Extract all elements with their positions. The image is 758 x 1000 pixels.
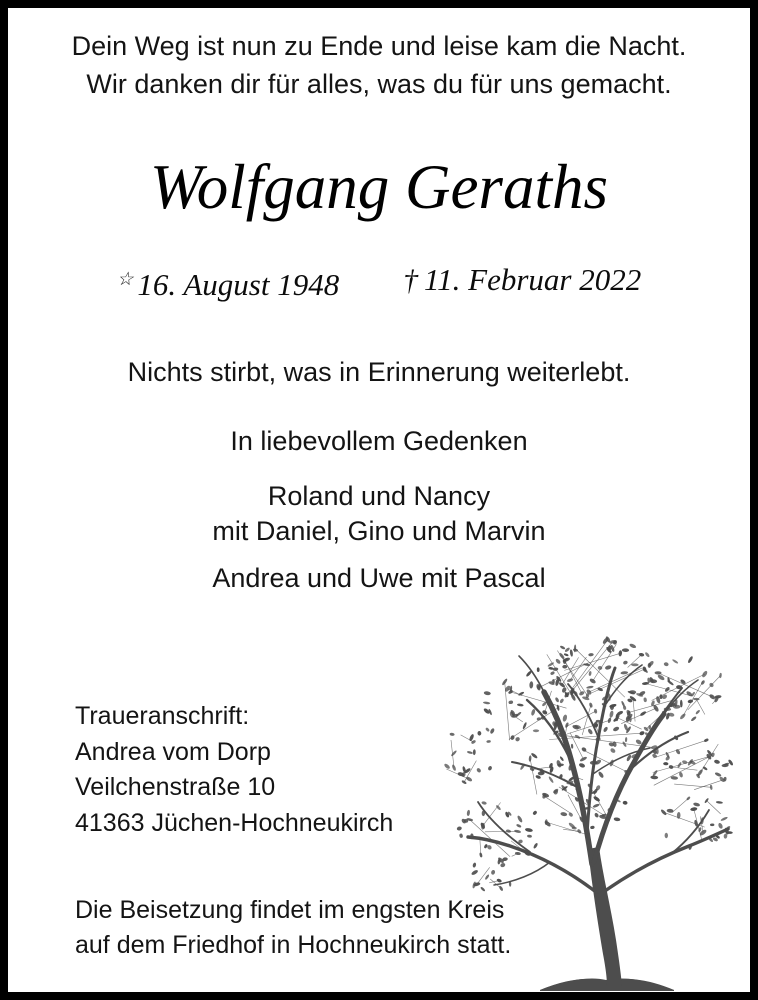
mourner-line: mit Daniel, Gino und Marvin	[212, 516, 546, 546]
birth-date	[117, 258, 339, 307]
opening-verse	[0, 27, 758, 103]
mourner-line: Roland und Nancy	[267, 481, 491, 511]
birth-star-icon: ☆	[116, 269, 134, 290]
tree-illustration	[440, 624, 746, 992]
death-date	[403, 258, 641, 307]
verse-line-1: Dein Weg ist nun zu Ende und leise kam die Nacht.	[71, 31, 687, 61]
life-dates	[0, 258, 758, 307]
address-line: Veilchenstraße 10	[75, 773, 276, 801]
death-date-text: 11. Februar 2022	[423, 262, 642, 297]
memorial-intro: In liebevollem Gedenken	[230, 426, 528, 456]
mourning-address	[75, 699, 393, 841]
tree-icon	[440, 624, 746, 992]
epitaph-line: Nichts stirbt, was in Erinnerung weiterlebt.	[127, 357, 631, 387]
address-line: Andrea vom Dorp	[75, 737, 271, 766]
address-label: Traueranschrift:	[75, 702, 250, 730]
deceased-name: Wolfgang Geraths	[150, 152, 608, 222]
mourners-group-2	[0, 563, 758, 594]
address-line: 41363 Jüchen-Hochneukirch	[75, 808, 394, 837]
verse-line-2: Wir danken dir für alles, was du für uns gemacht.	[86, 69, 672, 99]
mourner-line: Andrea und Uwe mit Pascal	[212, 563, 546, 593]
mourners-group-1	[0, 479, 758, 549]
funeral-note-line-1: Die Beisetzung findet im engsten Kreis	[75, 896, 505, 924]
funeral-note-line-2: auf dem Friedhof in Hochneukirch statt.	[75, 931, 512, 959]
birth-date-text: 16. August 1948	[137, 267, 340, 303]
death-cross-icon: †	[403, 265, 418, 297]
